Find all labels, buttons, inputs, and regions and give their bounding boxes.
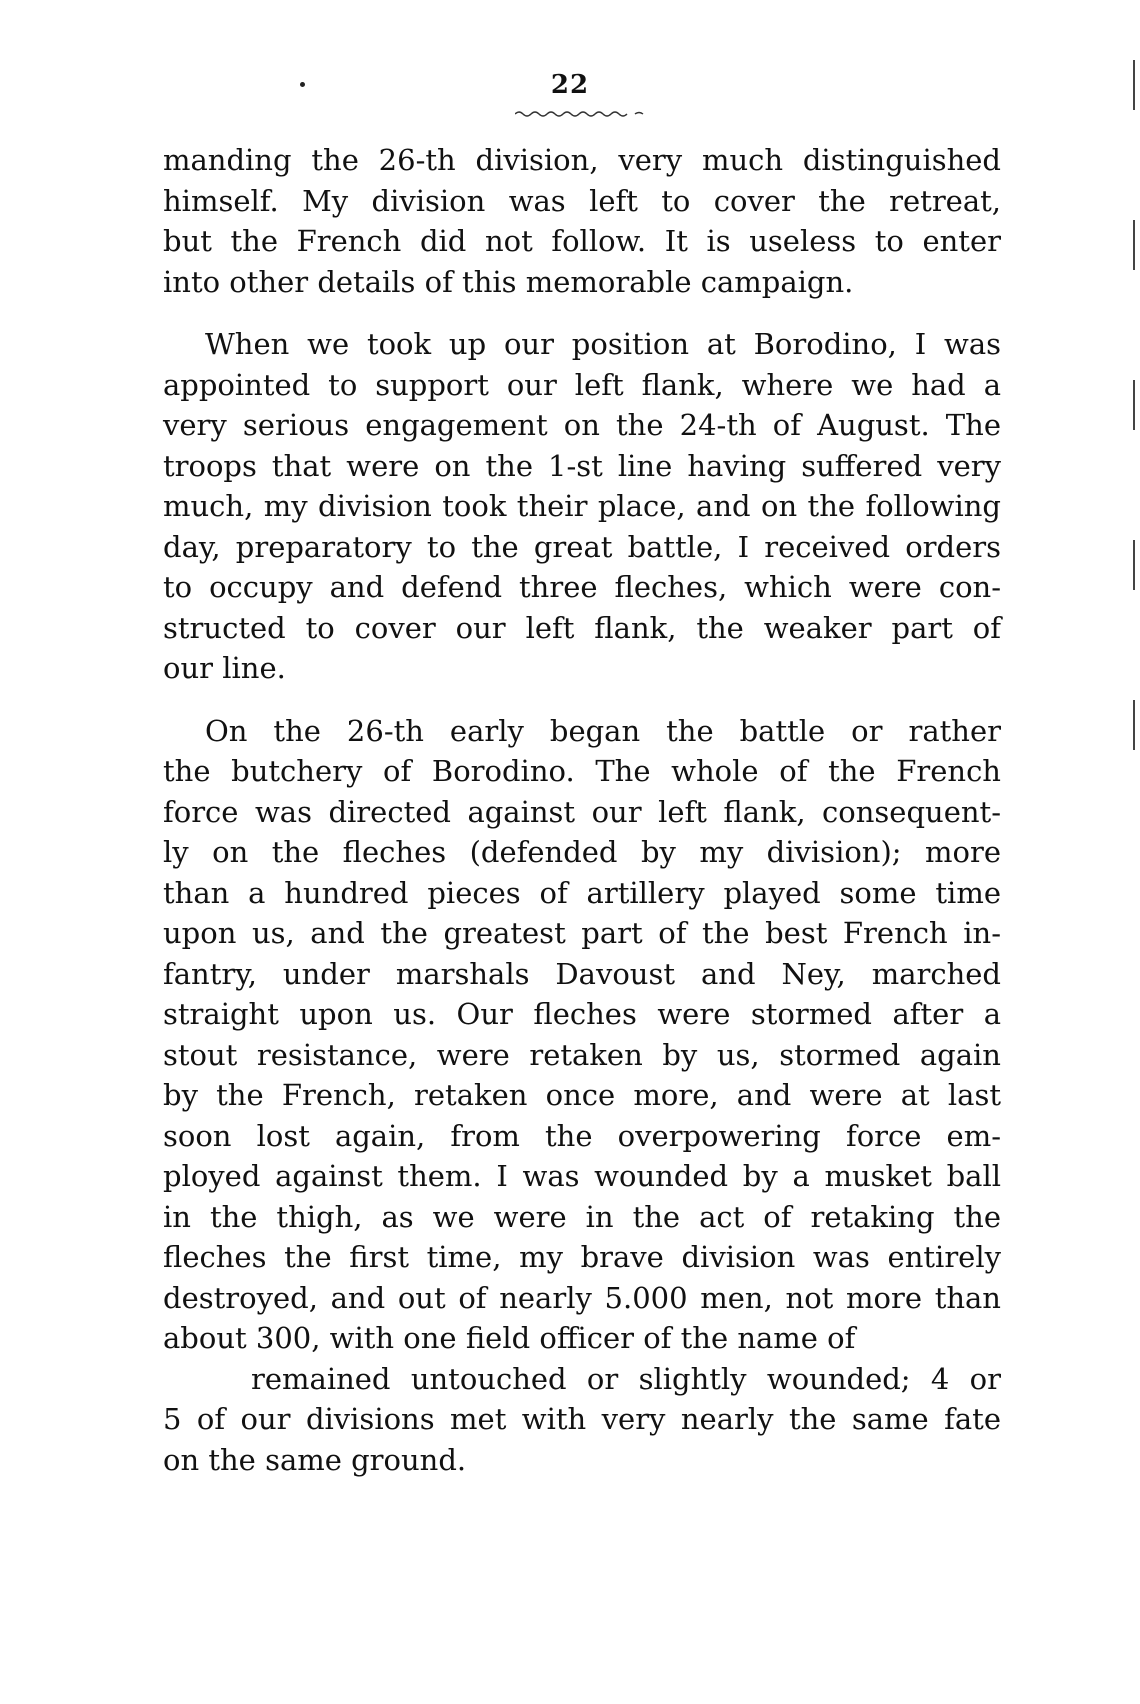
page-number: 22 [550,70,590,100]
text-line: our line. [163,651,286,685]
text-line: manding the 26-th division, very much distinguished [163,143,1001,177]
paragraph-3 [163,711,1001,1481]
text-line: appointed to support our left flank, where we had a [163,367,1001,402]
text-line: the butchery of Borodino. The whole of the French [163,754,1001,788]
margin-scan-rule [1133,220,1135,270]
text-line: destroyed, and out of nearly 5.000 men, not more than [163,1280,1001,1315]
text-line: in the thigh, as we were in the act of retaking the [163,1199,1001,1234]
text-line: himself. My division was left to cover the retreat, [163,183,1001,218]
text-line: structed to cover our left flank, the weaker part of [163,610,1001,645]
text-line: ly on the fleches (defended by my division); more [163,835,1001,869]
header-ornament-rule [515,110,655,118]
text-line: troops that were on the 1-st line having suffered very [163,448,1001,483]
paragraph-1 [163,140,1001,302]
text-line: but the French did not follow. It is useless to enter [163,224,1001,258]
text-line: When we took up our position at Borodino, I was [205,327,1001,361]
text-line: fleches the first time, my brave division was entirely [163,1240,1001,1274]
margin-scan-rule [1133,60,1135,110]
text-line: into other details of this memorable campaign. [163,264,854,299]
text-line: to occupy and defend three fleches, which were con- [163,570,1001,604]
text-line: straight upon us. Our fleches were stormed after a [163,997,1001,1031]
text-line: 5 of our divisions met with very nearly the same fate [163,1402,1001,1436]
text-line: much, my division took their place, and on the following [163,489,1001,523]
text-line: force was directed against our left flank, consequent- [163,794,1001,829]
body-text [163,140,1001,1502]
text-line: on the same ground. [163,1442,467,1477]
margin-scan-rule [1133,380,1135,430]
text-line: about 300, with one field officer of the name of [163,1321,856,1355]
text-line: very serious engagement on the 24-th of August. The [163,408,1001,442]
text-line: On the 26-th early began the battle or rather [205,713,1001,748]
text-line: upon us, and the greatest part of the best French in- [163,916,1001,950]
paragraph-2 [163,324,1001,689]
text-line: soon lost again, from the overpowering force em- [163,1118,1001,1153]
text-line: by the French, retaken once more, and were at last [163,1078,1001,1112]
text-line: fantry, under marshals Davoust and Ney, marched [163,956,1001,991]
text-line: stout resistance, were retaken by us, stormed again [163,1037,1001,1072]
margin-scan-rule [1133,700,1135,750]
text-line: than a hundred pieces of artillery played some time [163,875,1001,910]
margin-scan-rule [1133,540,1135,590]
text-line: remained untouched or slightly wounded; 4 or [251,1361,1001,1396]
text-line: ployed against them. I was wounded by a musket ball [163,1159,1001,1193]
text-line: day, preparatory to the great battle, I received orders [163,529,1001,564]
page-header [0,70,1140,100]
